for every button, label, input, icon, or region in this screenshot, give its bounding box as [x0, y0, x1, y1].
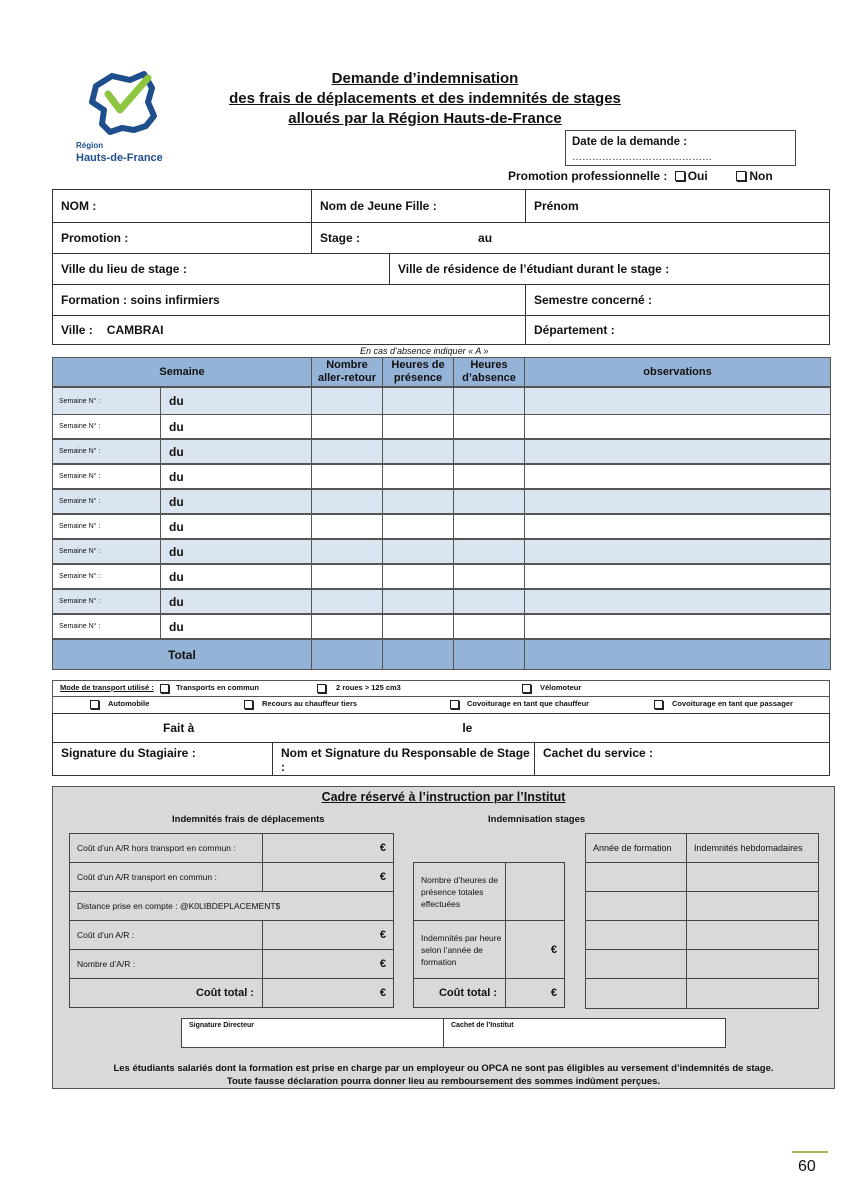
week-row-du[interactable]: du	[160, 589, 312, 614]
frais-title: Indemnités frais de déplacements	[172, 814, 325, 825]
ville-residence-label: Ville de résidence de l’étudiant durant le stage :	[398, 262, 670, 276]
indemnites-cell[interactable]	[686, 978, 819, 1009]
week-row-label: Semaine N° :	[52, 387, 161, 415]
semestre-field[interactable]	[525, 284, 830, 316]
logo-line2: Hauts-de-France	[76, 152, 163, 164]
cout-hors-value[interactable]	[262, 833, 394, 863]
week-row-cell[interactable]	[311, 514, 383, 539]
week-row-cell[interactable]	[453, 564, 525, 589]
cout-hors-text: Coût d’un A/R hors transport en commun :	[77, 843, 236, 853]
ville-stage-field[interactable]	[52, 253, 390, 285]
ville-stage-label: Ville du lieu de stage :	[61, 262, 187, 276]
indemnites-heure-label	[413, 920, 506, 979]
week-row-cell[interactable]	[524, 464, 831, 489]
deux-roues-checkbox[interactable]	[317, 684, 326, 693]
nombre-heures-value[interactable]	[505, 862, 565, 921]
indemnites-heure-text: Indemnités par heure selon l’année de formation	[421, 932, 502, 967]
indemnites-cell[interactable]	[686, 920, 819, 950]
indemnites-cell[interactable]	[686, 891, 819, 921]
automobile-label: Automobile	[108, 699, 150, 708]
stage-total-value[interactable]	[505, 978, 565, 1008]
transport-label: Mode de transport utilisé :	[60, 683, 154, 692]
recours-label: Recours au chauffeur tiers	[262, 699, 358, 708]
week-row-cell[interactable]	[524, 387, 831, 415]
title-line2: des frais de déplacements et des indemnités de stages	[229, 90, 621, 107]
velomoteur-checkbox[interactable]	[522, 684, 531, 693]
nom-field[interactable]	[52, 189, 312, 223]
date-request-box[interactable]	[565, 130, 796, 166]
week-row-cell[interactable]	[382, 564, 454, 589]
stage-total-text: Coût total :	[438, 987, 497, 999]
week-row-cell[interactable]	[524, 564, 831, 589]
week-row-cell[interactable]	[524, 414, 831, 439]
signature-stagiaire-label: Signature du Stagiaire :	[61, 746, 196, 760]
indemnites-cell[interactable]	[585, 862, 687, 892]
covoit-chauffeur-checkbox[interactable]	[450, 700, 459, 709]
week-row-cell[interactable]	[382, 489, 454, 514]
indemnites-cell[interactable]	[585, 891, 687, 921]
oui-label: Oui	[687, 169, 708, 183]
week-row-cell[interactable]	[382, 514, 454, 539]
total-cell[interactable]	[311, 639, 383, 670]
stages-title: Indemnisation stages	[488, 814, 586, 825]
fait-a-label: Fait à	[163, 721, 195, 735]
footer-line1: Les étudiants salariés dont la formation est prise en charge par un employeur ou OPCA ne sont pas éligibles au versement d’indemnités de stage.	[113, 1063, 774, 1074]
transport-commun-label: Transports en commun	[176, 683, 259, 692]
nom-jeune-fille-field[interactable]	[311, 189, 526, 223]
departement-field[interactable]	[525, 315, 830, 345]
semestre-label: Semestre concerné :	[534, 293, 653, 307]
le-label: le	[462, 721, 473, 735]
annee-formation-header: Année de formation	[585, 833, 687, 863]
page-number: 60	[798, 1158, 816, 1175]
week-row-label: Semaine N° :	[52, 464, 161, 489]
week-row-cell[interactable]	[382, 464, 454, 489]
document-title	[180, 69, 670, 129]
header-nombre-aller-retour: Nombre aller-retour	[311, 357, 383, 387]
recours-checkbox[interactable]	[244, 700, 253, 709]
indemnites-cell[interactable]	[585, 949, 687, 979]
week-row-cell[interactable]	[311, 414, 383, 439]
promotion-professionnelle	[508, 169, 773, 183]
total-label: Total	[52, 639, 312, 670]
week-row-cell[interactable]	[453, 414, 525, 439]
cout-total-label	[69, 978, 263, 1008]
indemnites-cell[interactable]	[585, 920, 687, 950]
cout-hors-label	[69, 833, 263, 863]
cachet-institut-field[interactable]	[443, 1018, 726, 1048]
week-row-cell[interactable]	[382, 614, 454, 639]
week-row-label: Semaine N° :	[52, 489, 161, 514]
ville-label: Ville :	[61, 323, 93, 337]
indemnites-cell[interactable]	[686, 949, 819, 979]
covoit-passager-label: Covoiturage en tant que passager	[672, 699, 793, 708]
signature-directeur-field[interactable]	[181, 1018, 444, 1048]
week-row-du[interactable]: du	[160, 514, 312, 539]
week-row-label: Semaine N° :	[52, 539, 161, 564]
week-row-cell[interactable]	[311, 387, 383, 415]
ville-field[interactable]	[52, 315, 526, 345]
week-row-cell[interactable]	[453, 387, 525, 415]
week-row-cell[interactable]	[524, 439, 831, 464]
week-row-du[interactable]: du	[160, 414, 312, 439]
title-line3: alloués par la Région Hauts-de-France	[288, 110, 562, 127]
euro-3: €	[379, 929, 386, 941]
nombre-heures-text: Nombre d’heures de présence totales effectuées	[421, 874, 499, 909]
week-row-du[interactable]: du	[160, 387, 312, 415]
week-row-du[interactable]: du	[160, 439, 312, 464]
stage-au-label: au	[478, 231, 493, 245]
formation-field[interactable]	[52, 284, 526, 316]
stage-label: Stage :	[320, 231, 361, 245]
cout-ar-value[interactable]	[262, 920, 394, 950]
week-row-cell[interactable]	[382, 414, 454, 439]
cachet-service-label: Cachet du service :	[543, 746, 654, 760]
transport-commun-checkbox[interactable]	[160, 684, 169, 693]
signature-responsable-label: Nom et Signature du Responsable de Stage :	[281, 746, 530, 774]
week-row-label: Semaine N° :	[52, 564, 161, 589]
week-row-cell[interactable]	[382, 439, 454, 464]
week-row-cell[interactable]	[453, 514, 525, 539]
euro-7: €	[550, 987, 557, 999]
cachet-institut-label: Cachet de l’Institut	[451, 1022, 514, 1029]
cout-ar-label	[69, 920, 263, 950]
prenom-label: Prénom	[534, 199, 579, 213]
logo-text	[76, 140, 163, 164]
week-row-cell[interactable]	[311, 489, 383, 514]
week-row-cell[interactable]	[311, 439, 383, 464]
signature-responsable-field[interactable]	[272, 742, 535, 776]
week-row-cell[interactable]	[311, 589, 383, 614]
distance-field	[69, 891, 394, 921]
week-row-label: Semaine N° :	[52, 514, 161, 539]
week-row-cell[interactable]	[453, 439, 525, 464]
reserved-footer	[52, 1062, 835, 1088]
week-row-du[interactable]: du	[160, 464, 312, 489]
title-line1: Demande d’indemnisation	[331, 70, 519, 87]
euro-4: €	[379, 958, 386, 970]
deux-roues-label: 2 roues > 125 cm3	[336, 683, 401, 692]
date-request-dots: ……………………………………	[572, 152, 712, 163]
departement-label: Département :	[534, 323, 615, 337]
covoit-chauffeur-label: Covoiturage en tant que chauffeur	[467, 699, 590, 708]
week-row-cell[interactable]	[382, 387, 454, 415]
header-heures-absence: Heures d’absence	[453, 357, 525, 387]
reserved-title: Cadre réservé à l’instruction par l’Institut	[321, 790, 566, 804]
week-row-cell[interactable]	[453, 464, 525, 489]
promotion-pro-label: Promotion professionnelle :	[508, 169, 668, 183]
week-row-cell[interactable]	[453, 489, 525, 514]
velomoteur-label: Vélomoteur	[540, 683, 582, 692]
non-label: Non	[749, 169, 773, 183]
week-row-cell[interactable]	[311, 464, 383, 489]
nom-jeune-fille-label: Nom de Jeune Fille :	[320, 199, 437, 213]
week-row-cell[interactable]	[382, 539, 454, 564]
header-heures-presence: Heures de présence	[382, 357, 454, 387]
cout-transport-text: Coût d’un A/R transport en commun :	[77, 872, 217, 882]
indemnites-heure-value[interactable]	[505, 920, 565, 979]
covoit-passager-checkbox[interactable]	[654, 700, 663, 709]
oui-checkbox[interactable]	[675, 171, 685, 181]
prenom-field[interactable]	[525, 189, 830, 223]
week-row-du[interactable]: du	[160, 564, 312, 589]
formation-label: Formation : soins infirmiers	[61, 293, 220, 307]
week-row-label: Semaine N° :	[52, 614, 161, 639]
footer-line2: Toute fausse déclaration pourra donner lieu au remboursement des sommes indûment perçues.	[226, 1076, 661, 1087]
week-row-cell[interactable]	[453, 539, 525, 564]
header-semaine: Semaine	[52, 357, 312, 387]
absence-note: En cas d’absence indiquer « A »	[360, 346, 489, 356]
automobile-checkbox[interactable]	[90, 700, 99, 709]
week-row-label: Semaine N° :	[52, 439, 161, 464]
week-row-cell[interactable]	[453, 614, 525, 639]
week-row-cell[interactable]	[524, 539, 831, 564]
cout-total-text: Coût total :	[195, 987, 254, 999]
promotion-field[interactable]	[52, 222, 312, 254]
total-cell[interactable]	[524, 639, 831, 670]
euro-2: €	[379, 871, 386, 883]
promotion-label: Promotion :	[61, 231, 129, 245]
week-row-du[interactable]: du	[160, 539, 312, 564]
euro-1: €	[379, 842, 386, 854]
week-row-cell[interactable]	[311, 564, 383, 589]
cachet-service-field[interactable]	[534, 742, 830, 776]
signature-directeur-label: Signature Directeur	[189, 1022, 254, 1029]
week-row-label: Semaine N° :	[52, 414, 161, 439]
total-cell[interactable]	[382, 639, 454, 670]
week-row-cell[interactable]	[453, 589, 525, 614]
week-row-cell[interactable]	[524, 514, 831, 539]
week-row-cell[interactable]	[524, 589, 831, 614]
nombre-ar-label	[69, 949, 263, 979]
signature-stagiaire-field[interactable]	[52, 742, 273, 776]
indemnites-hebdo-header: Indemnités hebdomadaires	[686, 833, 819, 863]
cout-transport-label	[69, 862, 263, 892]
nom-label: NOM :	[61, 199, 97, 213]
nombre-heures-label	[413, 862, 506, 921]
indemnites-cell[interactable]	[585, 978, 687, 1009]
distance-text: Distance prise en compte : @K0LIBDEPLACEMENT$	[77, 901, 281, 911]
week-row-cell[interactable]	[524, 489, 831, 514]
header-observations: observations	[524, 357, 831, 387]
non-checkbox[interactable]	[736, 171, 746, 181]
week-row-du[interactable]: du	[160, 489, 312, 514]
stage-field[interactable]	[311, 222, 830, 254]
stage-total-label	[413, 978, 506, 1008]
week-row-cell[interactable]	[382, 589, 454, 614]
week-row-cell[interactable]	[311, 614, 383, 639]
euro-5: €	[379, 987, 386, 999]
cout-total-value[interactable]	[262, 978, 394, 1008]
date-request-label: Date de la demande :	[572, 136, 688, 148]
cout-transport-value[interactable]	[262, 862, 394, 892]
cout-ar-text: Coût d’un A/R :	[77, 930, 135, 940]
fait-a-field[interactable]	[52, 713, 830, 743]
week-row-du[interactable]: du	[160, 614, 312, 639]
total-cell[interactable]	[453, 639, 525, 670]
week-row-label: Semaine N° :	[52, 589, 161, 614]
euro-6: €	[550, 943, 557, 956]
nombre-ar-value[interactable]	[262, 949, 394, 979]
ville-residence-field[interactable]	[389, 253, 830, 285]
week-row-cell[interactable]	[311, 539, 383, 564]
indemnites-cell[interactable]	[686, 862, 819, 892]
logo-line1: Région	[76, 141, 104, 150]
nombre-ar-text: Nombre d’A/R :	[77, 959, 136, 969]
ville-value: CAMBRAI	[106, 323, 164, 337]
week-row-cell[interactable]	[524, 614, 831, 639]
page-line	[792, 1151, 828, 1153]
